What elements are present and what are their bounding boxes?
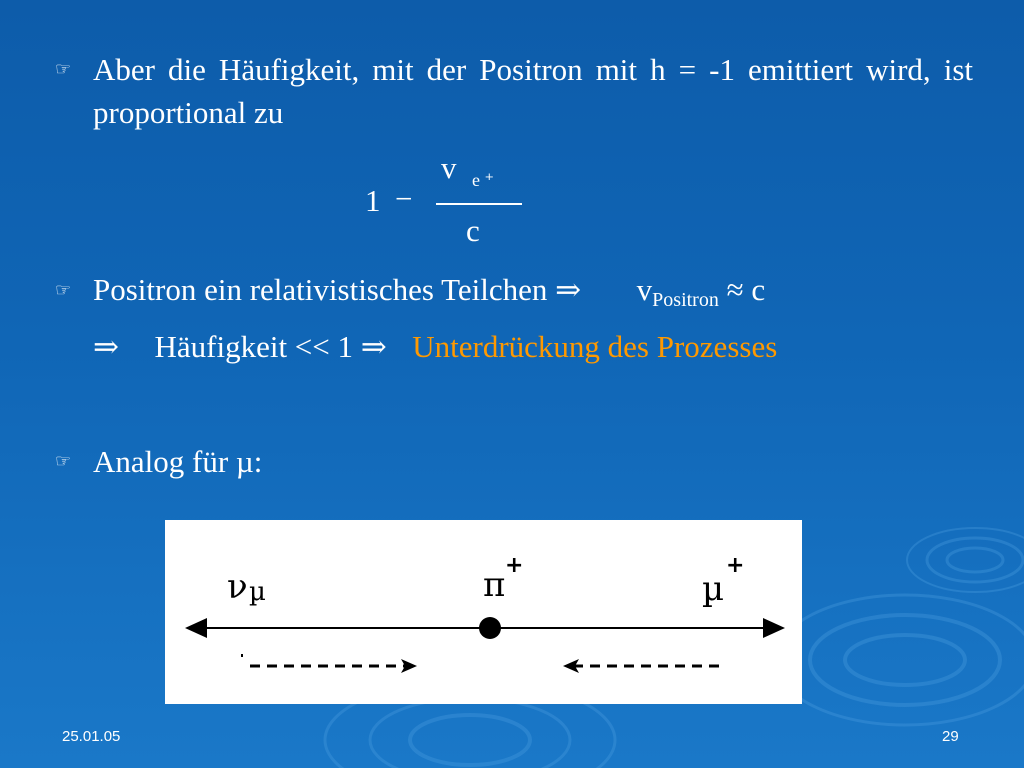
formula-one: 1 xyxy=(365,183,381,218)
bullet-2-line-1 xyxy=(93,268,765,322)
pointing-hand-icon: ☞ xyxy=(55,280,72,300)
right-arrowhead xyxy=(763,618,785,638)
decay-diagram-svg xyxy=(165,520,802,704)
decay-diagram xyxy=(165,520,802,704)
pion-symbol: π xyxy=(483,565,506,605)
left-arrowhead xyxy=(185,618,207,638)
bullet-1-text: Aber die Häufigkeit, mit der Positron mit h = -1 emittiert wird, ist proportional zu xyxy=(93,52,973,130)
approx-c: ≈ c xyxy=(726,272,766,307)
fraction-bar xyxy=(436,203,522,205)
implies-arrow: ⇒ xyxy=(93,329,119,364)
formula-v: v xyxy=(441,150,457,185)
formula-denominator: c xyxy=(466,213,480,248)
suppression-text: Unterdrückung des Prozesses xyxy=(412,329,778,364)
bullet-3-text: Analog für µ: xyxy=(93,444,263,479)
pointing-hand-icon: ☞ xyxy=(55,451,72,471)
dot-mark xyxy=(241,654,243,657)
muon-charge: + xyxy=(726,553,745,578)
footer-date: 25.01.05 xyxy=(62,728,121,745)
v-subscript: Positron xyxy=(652,289,719,311)
bullet-2-text: Positron ein relativistisches Teilchen ⇒ xyxy=(93,272,582,307)
pion-charge: + xyxy=(505,553,524,578)
pointing-hand-icon: ☞ xyxy=(55,59,72,79)
formula-subscript: e ⁺ xyxy=(472,170,494,190)
frequency-text: Häufigkeit << 1 ⇒ xyxy=(154,329,387,364)
bullet-2-line-2 xyxy=(93,325,777,368)
muon-symbol: µ xyxy=(702,569,725,609)
footer-page-number: 29 xyxy=(942,728,959,745)
v-symbol: v xyxy=(636,272,653,307)
neutrino-symbol: ν xyxy=(227,567,248,607)
neutrino-subscript: µ xyxy=(249,577,266,607)
pion-dot xyxy=(479,617,501,639)
formula-minus: − xyxy=(395,181,413,216)
